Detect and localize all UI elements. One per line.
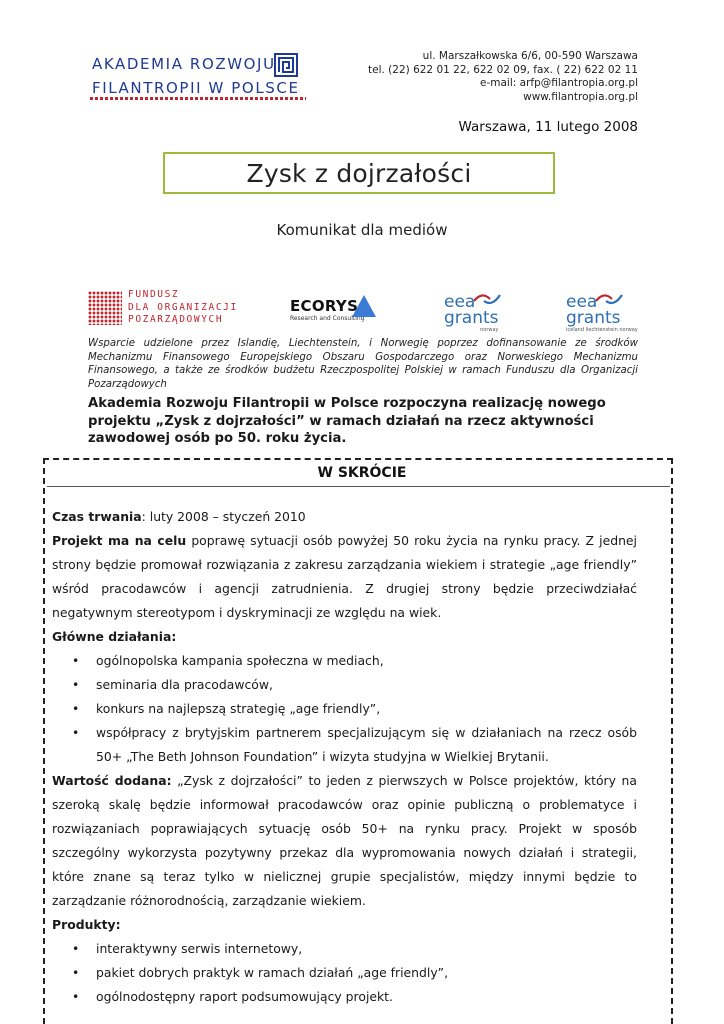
intro-paragraph: Akademia Rozwoju Filantropii w Polsce rozpoczyna realizację nowego projektu „Zysk z dojrzałości” w ramach działań na rzecz aktywności zawodowej osób po 50. roku życia.	[88, 396, 606, 446]
fundusz-text	[128, 289, 238, 327]
fundusz-line-2: DLA ORGANIZACJI	[128, 301, 238, 313]
actions-list	[52, 649, 637, 769]
document-subtitle: Komunikat dla mediów	[276, 221, 448, 239]
logo-line-2: FILANTROPII W POLSCE	[92, 79, 300, 97]
duration-row	[52, 505, 637, 529]
greek-key-icon	[274, 53, 298, 77]
duration-label: Czas trwania	[52, 509, 142, 524]
grants-label: grants	[566, 308, 621, 328]
address-website[interactable]: www.filantropia.org.pl	[523, 90, 638, 103]
list-item: • konkurs na najlepszą strategię „age friendly”,	[52, 697, 637, 721]
organization-logo	[92, 52, 302, 100]
products-list	[52, 937, 637, 1009]
ecorys-logo	[290, 297, 365, 322]
goal-label: Projekt ma na celu	[52, 533, 187, 548]
goal-paragraph	[52, 529, 637, 625]
title-box	[163, 152, 555, 194]
summary-title: W SKRÓCIE	[317, 465, 407, 481]
address-email[interactable]: e-mail: arfp@filantropia.org.pl	[480, 77, 638, 90]
fundusz-dots-icon	[88, 291, 122, 325]
logo-line-1: AKADEMIA ROZWOJU	[92, 55, 276, 73]
list-item: • ogólnodostępny raport podsumowujący projekt.	[52, 985, 637, 1009]
grants-label: grants	[444, 308, 499, 328]
list-item: • seminaria dla pracodawców,	[52, 673, 637, 697]
document-date: Warszawa, 11 lutego 2008	[458, 119, 638, 135]
actions-label: Główne działania:	[52, 629, 177, 644]
address-block	[368, 50, 638, 104]
value-label: Wartość dodana:	[52, 773, 172, 788]
eea-swirl-icon	[594, 291, 624, 307]
duration-value: : luty 2008 – styczeń 2010	[141, 509, 306, 524]
fundusz-line-3: POZARZĄDOWYCH	[128, 314, 224, 325]
eea-country: norway	[480, 327, 499, 333]
eea-label: eea	[444, 292, 476, 312]
logo-underline	[90, 97, 306, 100]
products-label: Produkty:	[52, 917, 121, 932]
list-item: • pakiet dobrych praktyk w ramach działań „age friendly”,	[52, 961, 637, 985]
address-phone: tel. (22) 622 01 22, 622 02 09, fax. ( 22) 622 02 11	[368, 63, 638, 76]
goal-text: poprawę sytuacji osób powyżej 50 roku życia na rynku pracy. Z jednej strony będzie promował rozwiązania z zakresu zarządzania wiekiem i strategie „age friendly” wśród pracodawców i agencji zatrudnienia. Z drugiej strony będzie przeciwdziałać negatywnym stereotypom i dyskryminacji ze względu na wiek.	[52, 533, 637, 620]
value-text: „Zysk z dojrzałości” to jeden z pierwszych w Polsce projektów, który na szeroką skalę będzie informował pracodawców oraz opinie publiczną o problematyce i rozwiązaniach poprawiających sytuację osób 50+ na rynku pracy. Projekt w sposób szczególny wykorzysta pozytywny przekaz dla wypromowania nowych działań i strategii, które znane są teraz tylko w nielicznej grupie specjalistów, między innymi będzie to zarządzanie różnorodnością, zarządzanie wiekiem.	[52, 773, 637, 908]
support-note: Wsparcie udzielone przez Islandię, Liechtenstein, i Norwegię poprzez dofinansowanie ze środków Mechanizmu Finansowego Europejskiego Obszaru Gospodarczego oraz Norweskiego Mechanizmu Finansowego, a także ze środków budżetu Rzeczpospolitej Polskiej w ramach Funduszu dla Organizacji Pozarządowych	[88, 338, 638, 390]
list-item: • współpracy z brytyjskim partnerem specjalizującym się w działaniach na rzecz osób 50+ „The Beth Johnson Foundation” i wizyta studyjna w Wielkiej Brytanii.	[52, 721, 637, 769]
fundusz-line-1: FUNDUSZ	[128, 289, 180, 300]
eea-swirl-icon	[472, 291, 502, 307]
ecorys-tagline: Research and Consulting	[290, 315, 365, 322]
document-title: Zysk z dojrzałości	[246, 158, 472, 188]
ecorys-name: ECORYS	[290, 297, 359, 315]
eea-countries: iceland liechtenstein norway	[566, 327, 638, 333]
summary-divider	[47, 486, 670, 487]
eea-label: eea	[566, 292, 598, 312]
list-item: • ogólnopolska kampania społeczna w mediach,	[52, 649, 637, 673]
list-item: • interaktywny serwis internetowy,	[52, 937, 637, 961]
ecorys-triangle-icon	[352, 295, 376, 317]
address-street: ul. Marszałkowska 6/6, 00-590 Warszawa	[422, 50, 638, 62]
value-paragraph	[52, 769, 637, 913]
summary-content	[52, 505, 637, 1009]
